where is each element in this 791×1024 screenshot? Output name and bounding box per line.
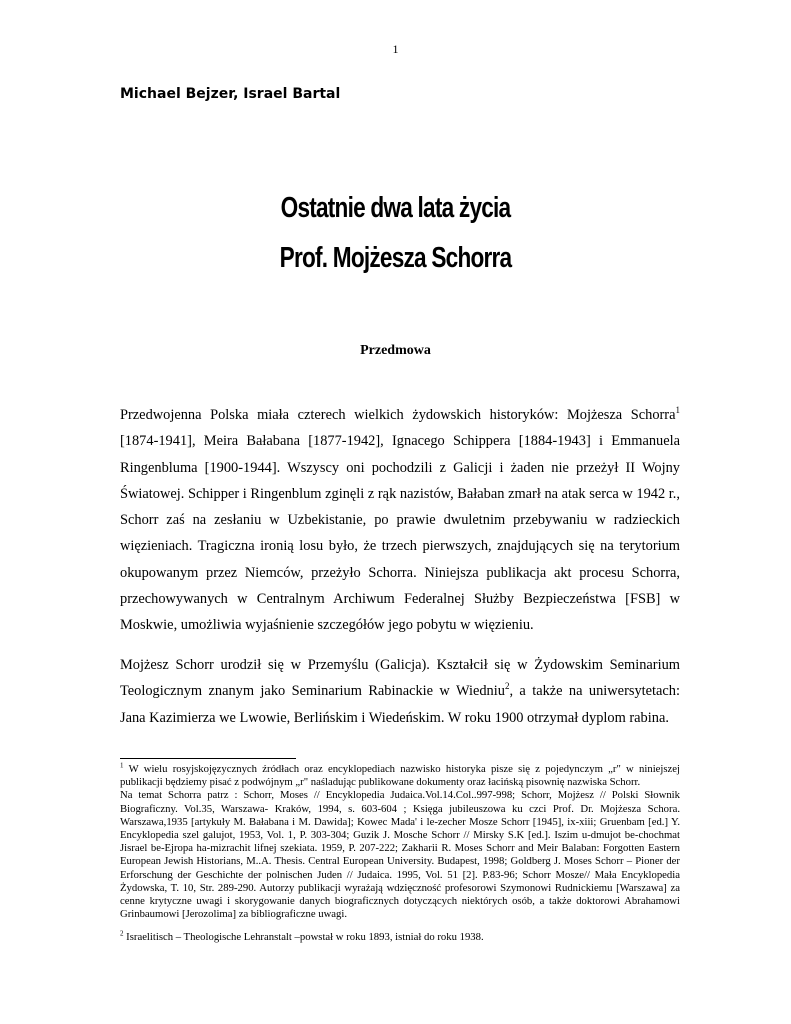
footnote-1 (120, 763, 680, 789)
footnotes (120, 763, 680, 945)
paragraph-2 (120, 652, 680, 731)
footnote-separator (120, 758, 296, 759)
footnote-ref-1: 1 (675, 405, 680, 416)
section-heading: Przedmowa (360, 343, 431, 358)
footnote-1-text-a: W wielu rosyjskojęzycznych źródłach oraz encyklopediach nazwisko historyka pisze się z pojedynczym „r" w niniejszej publikacji będziemy pisać z podwójnym „r" naśladując publikowane dokumenty oraz łacińską pisownię nazwiska Schorr. (120, 763, 680, 789)
title-line-2: Prof. Mojżesza Schorra (279, 242, 512, 274)
title-line-1: Ostatnie dwa lata życia (280, 192, 511, 224)
paragraph-2-text-a: Mojżesz Schorr urodził się w Przemyślu (Galicja). Kształcił się w Żydowskim Seminarium Teologicznym znanym jako Seminarium Rabinackie w Wiedniu (120, 657, 680, 700)
footnote-1-continued: Na temat Schorra patrz : Schorr, Moses // Encyklopedia Judaica.Vol.14.Col..997-998; Schorr, Mojżesz // Polski Słownik Biograficzny. Vol.35, Warszawa- Kraków, 1994, s. 603-604 ; Księga jubileuszowa ku czci Prof. Dr. Mojżesza Schora. Warszawa,1935 [artykuły M. Bałabana i M. Dawida]; Kowec Mada' i le-zecher Mosze Schorr [1945], ix-xiii; Gruenbam [ed.] Y. Encyklopedia szel galujot, 1953, Vol. 1, P. 303-304; Guzik J. Mosche Schorr // Mirsky S.K [ed.]. Iszim u-dmujot be-chochmat Jisrael be-Ejropa ha-mizrachit lifnej szekiata. 1959, P. 207-222; Zakharii R. Moses Schorr and Meir Balaban: Forgotten Eastern European Jewish Historians, M..A. Thesis. Central European University. Budapest, 1998; Goldberg J. Moses Schorr – Pioner der Erforschung der Geschichte der polnischen Juden // Judaica. 1995, Vol. 51 [2]. P.83-96; Schorr Mosze// Mała Encyklopedia Żydowska, T. 10, Str. 289-290. Autorzy publikacji wyrażają wdzięczność profesorowi Szymonowi Rudnickiemu [Warszawa] za cenne krytyczne uwagi i skorygowanie danych biograficznych dotyczących niektórych osób, a także doktorowi Abrahamowi Grinbaumowi [Jerozolima] za bibliograficzne uwagi. (120, 789, 680, 921)
paragraph-1 (120, 402, 680, 639)
paragraph-1-text-b: [1874-1941], Meira Bałabana [1877-1942], Ignacego Schippera [1884-1943] i Emmanuela Ringenbluma [1900-1944]. Wszyscy oni pochodzili z Galicji i żaden nie przeżył II Wojny Światowej. Schipper i Ringenblum zginęli z rąk nazistów, Bałaban zmarł na atak serca w 1942 r., Schorr zaś na zesłaniu w Uzbekistanie, po prawie dwuletnim przebywaniu w radzieckich więzieniach. Tragiczna ironią losu było, że trzech pierwszych, znajdujących się na terytorium okupowanym przez Niemców, przeżyło Schorra. Niniejsza publikacja akt procesu Schorra, przechowywanych w Centralnym Archiwum Federalnej Służby Bezpieczeństwa [FSB] w Moskwie, umożliwia wyjaśnienie szczegółów jego pobytu w więzieniu. (120, 433, 680, 634)
footnote-2 (120, 931, 680, 944)
authors: Michael Bejzer, Israel Bartal (120, 86, 341, 102)
footnote-ref-2: 2 (504, 681, 510, 692)
footnote-2-text: Israelitisch – Theologische Lehranstalt –powstał w roku 1893, istniał do roku 1938. (123, 931, 484, 944)
paragraph-2-text-b: , a także na uniwersytetach: Jana Kazimierza we Lwowie, Berlińskim i Wiedeńskim. W roku 1900 otrzymał dyplom rabina. (120, 683, 681, 726)
paragraph-1-text-a: Przedwojenna Polska miała czterech wielkich żydowskich historyków: Mojżesza Schorra (120, 407, 676, 423)
footnote-1-mark: 1 (120, 761, 124, 770)
page-number: 1 (392, 42, 399, 56)
footnote-2-mark: 2 (120, 929, 124, 938)
